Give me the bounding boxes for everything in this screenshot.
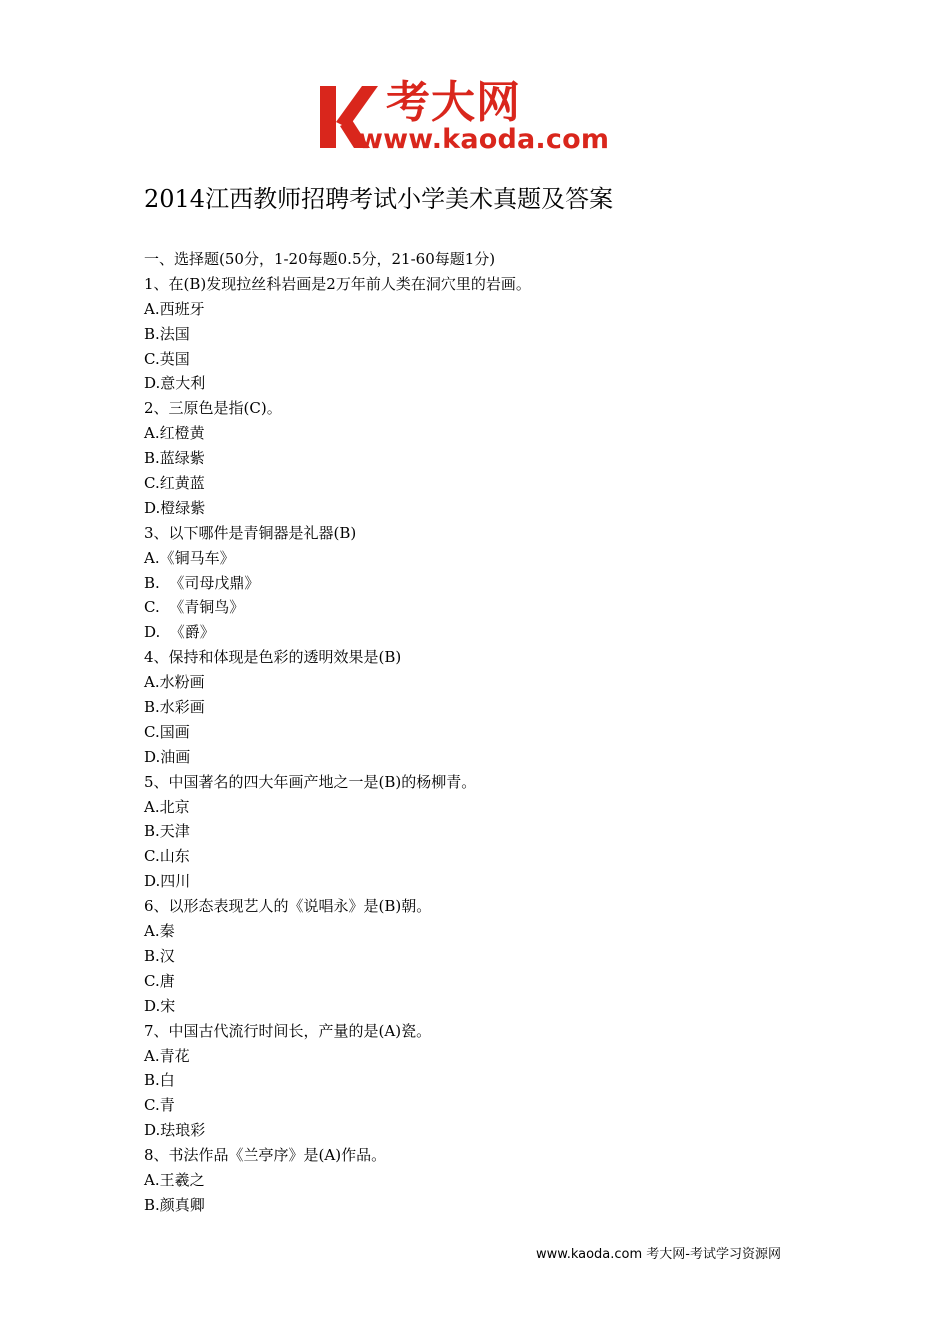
- answer-option: A.秦: [144, 922, 175, 941]
- question-text: 4、保持和体现是色彩的透明效果是(B): [144, 648, 402, 667]
- logo-brand-url: www.kaoda.com: [358, 124, 610, 155]
- page-footer: www.kaoda.com 考大网-考试学习资源网: [536, 1247, 781, 1262]
- answer-option: D.宋: [144, 996, 176, 1015]
- question-text: 6、以形态表现艺人的《说唱永》是(B)朝。: [144, 897, 432, 916]
- question-text: 8、书法作品《兰亭序》是(A)作品。: [144, 1146, 387, 1165]
- answer-option: B.天津: [144, 822, 190, 841]
- answer-option: B.汉: [144, 946, 175, 965]
- answer-option: A.王羲之: [144, 1170, 205, 1189]
- question-text: 5、中国著名的四大年画产地之一是(B)的杨柳青。: [144, 772, 477, 791]
- answer-option: B.白: [144, 1071, 175, 1090]
- answer-option: A.红橙黄: [144, 424, 205, 443]
- answer-option: A.北京: [144, 797, 190, 816]
- answer-option: D.意大利: [144, 374, 206, 393]
- answer-option: A.西班牙: [144, 299, 205, 318]
- answer-option: D.橙绿紫: [144, 498, 206, 517]
- kaoda-logo: [318, 77, 640, 160]
- section-heading: 一、选择题(50分，1-20每题0.5分，21-60每题1分): [144, 250, 496, 268]
- logo-brand-cn: 考大网: [386, 77, 521, 128]
- answer-option: C.青: [144, 1096, 175, 1115]
- answer-option: C. 《青铜鸟》: [144, 598, 245, 617]
- answer-option: C.英国: [144, 349, 190, 368]
- answer-option: C.唐: [144, 971, 175, 990]
- answer-option: D. 《爵》: [144, 623, 215, 642]
- question-text: 1、在(B)发现拉丝科岩画是2万年前人类在洞穴里的岩画。: [144, 274, 531, 293]
- answer-option: D.四川: [144, 872, 191, 891]
- answer-option: B.颜真卿: [144, 1195, 205, 1214]
- answer-option: C.国画: [144, 722, 190, 741]
- answer-option: B.蓝绿紫: [144, 449, 205, 468]
- answer-option: B.水彩画: [144, 698, 205, 717]
- document-title: 2014江西教师招聘考试小学美术真题及答案: [144, 185, 614, 213]
- answer-option: C.红黄蓝: [144, 474, 205, 493]
- answer-option: D.油画: [144, 747, 191, 766]
- answer-option: B. 《司母戊鼎》: [144, 573, 260, 592]
- answer-option: A.《铜马车》: [144, 548, 235, 567]
- answer-option: D.珐琅彩: [144, 1121, 206, 1140]
- answer-option: B.法国: [144, 324, 190, 343]
- answer-option: A.青花: [144, 1046, 190, 1065]
- question-text: 7、中国古代流行时间长，产量的是(A)瓷。: [144, 1021, 432, 1040]
- question-text: 3、以下哪件是青铜器是礼器(B): [144, 523, 357, 542]
- question-list: [144, 247, 844, 1218]
- question-text: 2、三原色是指(C)。: [144, 399, 282, 418]
- answer-option: C.山东: [144, 847, 190, 866]
- answer-option: A.水粉画: [144, 673, 205, 692]
